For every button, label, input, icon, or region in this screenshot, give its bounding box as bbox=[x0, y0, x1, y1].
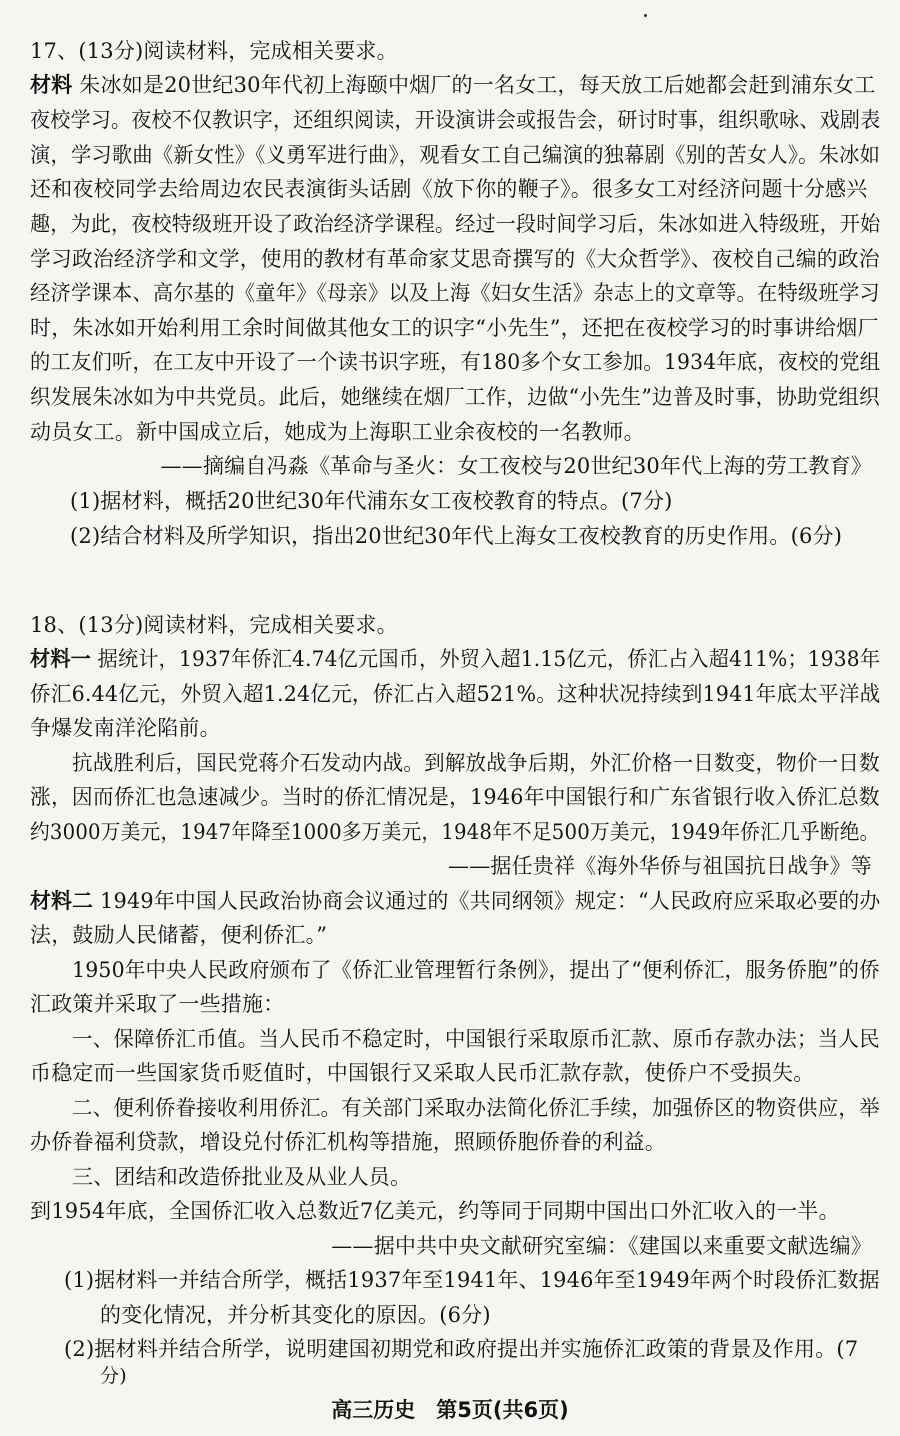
q18-question-2-cont: 分) bbox=[100, 1365, 127, 1387]
q18-text-line: 1950年中央人民政府颁布了《侨汇业管理暂行条例》，提出了“便利侨汇，服务侨胞”的侨 bbox=[72, 958, 880, 982]
q17-header: 17、(13分)阅读材料，完成相关要求。 bbox=[30, 39, 398, 63]
q18-text-line: 1949年中国人民政治协商会议通过的《共同纲领》规定：“人民政府应采取必要的办 bbox=[100, 889, 881, 913]
q17-text-line: 经济学课本、高尔基的《童年》《母亲》以及上海《妇女生活》杂志上的文章等。在特级班学习 bbox=[30, 281, 880, 305]
page-footer: 高三历史 第5页(共6页) bbox=[331, 1398, 569, 1422]
q18-source-1: ——据任贵祥《海外华侨与祖国抗日战争》等 bbox=[448, 854, 872, 878]
q18-text-line: 三、团结和改造侨批业及从业人员。 bbox=[72, 1165, 412, 1189]
q18-text-line: 抗战胜利后，国民党蒋介石发动内战。到解放战争后期，外汇价格一日数变，物价一日数 bbox=[72, 751, 880, 775]
q17-text-line: 夜校学习。夜校不仅教识字，还组织阅读，开设演讲会或报告会，研讨时事，组织歌咏、戏剧表 bbox=[30, 108, 881, 132]
q18-source-2: ——据中共中央文献研究室编：《建国以来重要文献选编》 bbox=[331, 1234, 872, 1258]
q17-text-line: 的工友们听，在工友中开设了一个读书识字班，有180多个女工参加。1934年底，夜校的党组 bbox=[30, 350, 881, 374]
q18-header: 18、(13分)阅读材料，完成相关要求。 bbox=[30, 613, 398, 637]
q18-question-2: (2)据材料并结合所学，说明建国初期党和政府提出并实施侨汇政策的背景及作用。(7 bbox=[64, 1337, 859, 1361]
q18-text-line: 据统计，1937年侨汇4.74亿元国币，外贸入超1.15亿元，侨汇占入超411%；1938年 bbox=[97, 647, 881, 671]
q17-question-2: (2)结合材料及所学知识，指出20世纪30年代上海女工夜校教育的历史作用。(6分) bbox=[70, 524, 843, 548]
q18-material2-label: 材料二 bbox=[30, 888, 94, 913]
q17-question-1: (1)据材料，概括20世纪30年代浦东女工夜校教育的特点。(7分) bbox=[70, 489, 673, 513]
q18-question-1: (1)据材料一并结合所学，概括1937年至1941年、1946年至1949年两个时段侨汇数据 bbox=[64, 1268, 880, 1292]
q18-text-line: 涨，因而侨汇也急速减少。当时的侨汇情况是，1946年中国银行和广东省银行收入侨汇总数 bbox=[30, 785, 880, 809]
q18-text-line: 一、保障侨汇币值。当人民币不稳定时，中国银行采取原币汇款、原币存款办法；当人民 bbox=[72, 1027, 880, 1051]
q17-source: ——摘编自冯淼《革命与圣火：女工夜校与20世纪30年代上海的劳工教育》 bbox=[160, 454, 872, 478]
q18-text-line: 侨汇6.44亿元，外贸入超1.24亿元，侨汇占入超521%。这种状况持续到1941年底太平洋战 bbox=[30, 682, 881, 706]
q18-material1-line bbox=[30, 644, 880, 674]
q17-text-line: 还和夜校同学去给周边农民表演街头话剧《放下你的鞭子》。很多女工对经济问题十分感兴 bbox=[30, 177, 868, 201]
q18-text-line: 二、便利侨眷接收利用侨汇。有关部门采取办法简化侨汇手续，加强侨区的物资供应，举 bbox=[72, 1096, 880, 1120]
q17-text-line: 朱冰如是20世纪30年代初上海颐中烟厂的一名女工，每天放工后她都会赶到浦东女工 bbox=[79, 73, 876, 97]
q17-material-label: 材料 bbox=[30, 72, 73, 97]
q17-text-line: 趣，为此，夜校特级班开设了政治经济学课程。经过一段时间学习后，朱冰如进入特级班，开始 bbox=[30, 212, 881, 236]
q17-text-line: 演，学习歌曲《新女性》《义勇军进行曲》，观看女工自己编演的独幕剧《别的苦女人》。朱冰如 bbox=[30, 143, 881, 167]
q18-text-line: 汇政策并采取了一些措施： bbox=[30, 992, 285, 1016]
q17-text-line: 动员女工。新中国成立后，她成为上海职工业余夜校的一名教师。 bbox=[30, 420, 645, 444]
q18-text-line: 到1954年底，全国侨汇收入总数近7亿美元，约等同于同期中国出口外汇收入的一半。 bbox=[30, 1199, 840, 1223]
q18-material2-line bbox=[30, 886, 880, 916]
q18-text-line: 争爆发南洋沦陷前。 bbox=[30, 716, 221, 740]
q18-material1-label: 材料一 bbox=[30, 646, 92, 671]
scan-dot bbox=[644, 14, 647, 17]
q17-text-line: 学习政治经济学和文学，使用的教材有革命家艾思奇撰写的《大众哲学》、夜校自己编的政治 bbox=[30, 247, 880, 271]
q18-text-line: 币稳定而一些国家货币贬值时，中国银行又采取人民币汇款存款，使侨户不受损失。 bbox=[30, 1061, 815, 1085]
q17-text-line: 织发展朱冰如为中共党员。此后，她继续在烟厂工作，边做“小先生”边普及时事，协助党组织 bbox=[30, 385, 880, 409]
q18-question-1-cont: 的变化情况，并分析其变化的原因。(6分) bbox=[100, 1303, 491, 1327]
q18-text-line: 法，鼓励人民储蓄，便利侨汇。” bbox=[30, 923, 328, 947]
q18-text-line: 约3000万美元，1947年降至1000多万美元，1948年不足500万美元，1949年侨汇几乎断绝。 bbox=[30, 820, 880, 844]
q18-text-line: 办侨眷福利贷款，增设兑付侨汇机构等措施，照顾侨胞侨眷的利益。 bbox=[30, 1130, 666, 1154]
q17-text-line: 时，朱冰如开始利用工余时间做其他女工的识字“小先生”，还把在夜校学习的时事讲给烟厂 bbox=[30, 316, 879, 340]
q17-material-line bbox=[30, 70, 876, 100]
